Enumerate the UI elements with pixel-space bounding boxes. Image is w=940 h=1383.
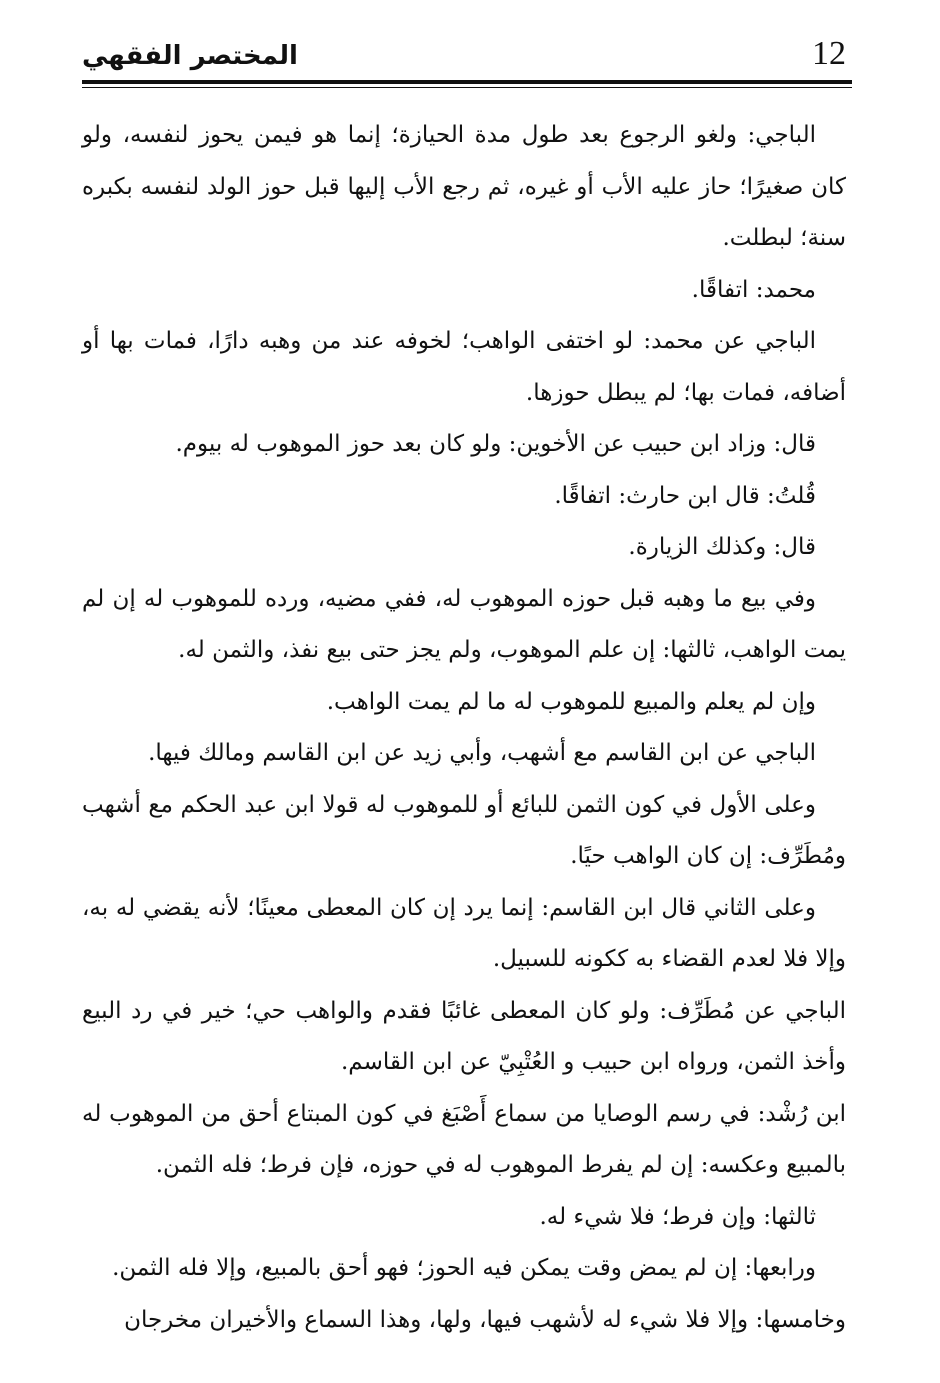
page-header (82, 30, 852, 80)
paragraph: وخامسها: وإلا فلا شيء له لأشهب فيها، ولها، وهذا السماع والأخيران مخرجان (124, 1306, 846, 1333)
paragraph: وفي بيع ما وهبه قبل حوزه الموهوب له، ففي مضيه، ورده للموهوب له إن لم يمت الواهب، ثالثها: إن علم الموهوب، ولم يجز حتى بيع نفذ، والثمن له. (82, 585, 846, 663)
body-text (82, 110, 846, 1346)
paragraph: قال: وزاد ابن حبيب عن الأخوين: ولو كان بعد حوز الموهوب له بيوم. (175, 431, 816, 457)
paragraph: الباجي عن ابن القاسم مع أشهب، وأبي زيد عن ابن القاسم ومالك فيها. (148, 740, 816, 766)
paragraph: الباجي عن محمد: لو اختفى الواهب؛ لخوفه عند من وهبه دارًا، فمات بها أو أضافه، فمات بها؛ لم يبطل حوزها. (82, 328, 846, 406)
paragraph: الباجي عن مُطَرِّف: ولو كان المعطى غائبًا فقدم والواهب حي؛ خير في رد البيع وأخذ الثمن، ورواه ابن حبيب و العُتْبِيّ عن ابن القاسم. (82, 997, 846, 1075)
header-rule-thin (82, 87, 852, 88)
paragraph: الباجي: ولغو الرجوع بعد طول مدة الحيازة؛ إنما هو فيمن يحوز لنفسه، ولو كان صغيرًا؛ حاز عليه الأب أو غيره، ثم رجع الأب إليها قبل حوز الولد لنفسه بكبره سنة؛ لبطلت. (82, 122, 846, 251)
paragraph: قُلتُ: قال ابن حارث: اتفاقًا. (554, 482, 816, 509)
header-rule-thick (82, 80, 852, 84)
paragraph: محمد: اتفاقًا. (691, 276, 816, 303)
paragraph: وإن لم يعلم والمبيع للموهوب له ما لم يمت الواهب. (326, 688, 816, 715)
paragraph: ثالثها: وإن فرط؛ فلا شيء له. (539, 1203, 816, 1230)
paragraph: وعلى الثاني قال ابن القاسم: إنما يرد إن كان المعطى معينًا؛ لأنه يقضي له به، وإلا فلا لعدم القضاء به ككونه للسبيل. (82, 894, 846, 972)
paragraph: ورابعها: إن لم يمض وقت يمكن فيه الحوز؛ فهو أحق بالمبيع، وإلا فله الثمن. (112, 1255, 816, 1281)
running-title: المختصر الفقهي (82, 41, 298, 71)
page-number: 12 (812, 35, 846, 72)
paragraph: قال: وكذلك الزيارة. (628, 534, 816, 560)
paragraph: ابن رُشْد: في رسم الوصايا من سماع أَصْبَغ في كون المبتاع أحق من الموهوب له بالمبيع وعكسه: إن لم يفرط الموهوب له في حوزه، فإن فرط؛ فله الثمن. (82, 1100, 846, 1178)
paragraph: وعلى الأول في كون الثمن للبائع أو للموهوب له قولا ابن عبد الحكم مع أشهب ومُطَرِّف: إن كان الواهب حيًا. (82, 791, 846, 869)
